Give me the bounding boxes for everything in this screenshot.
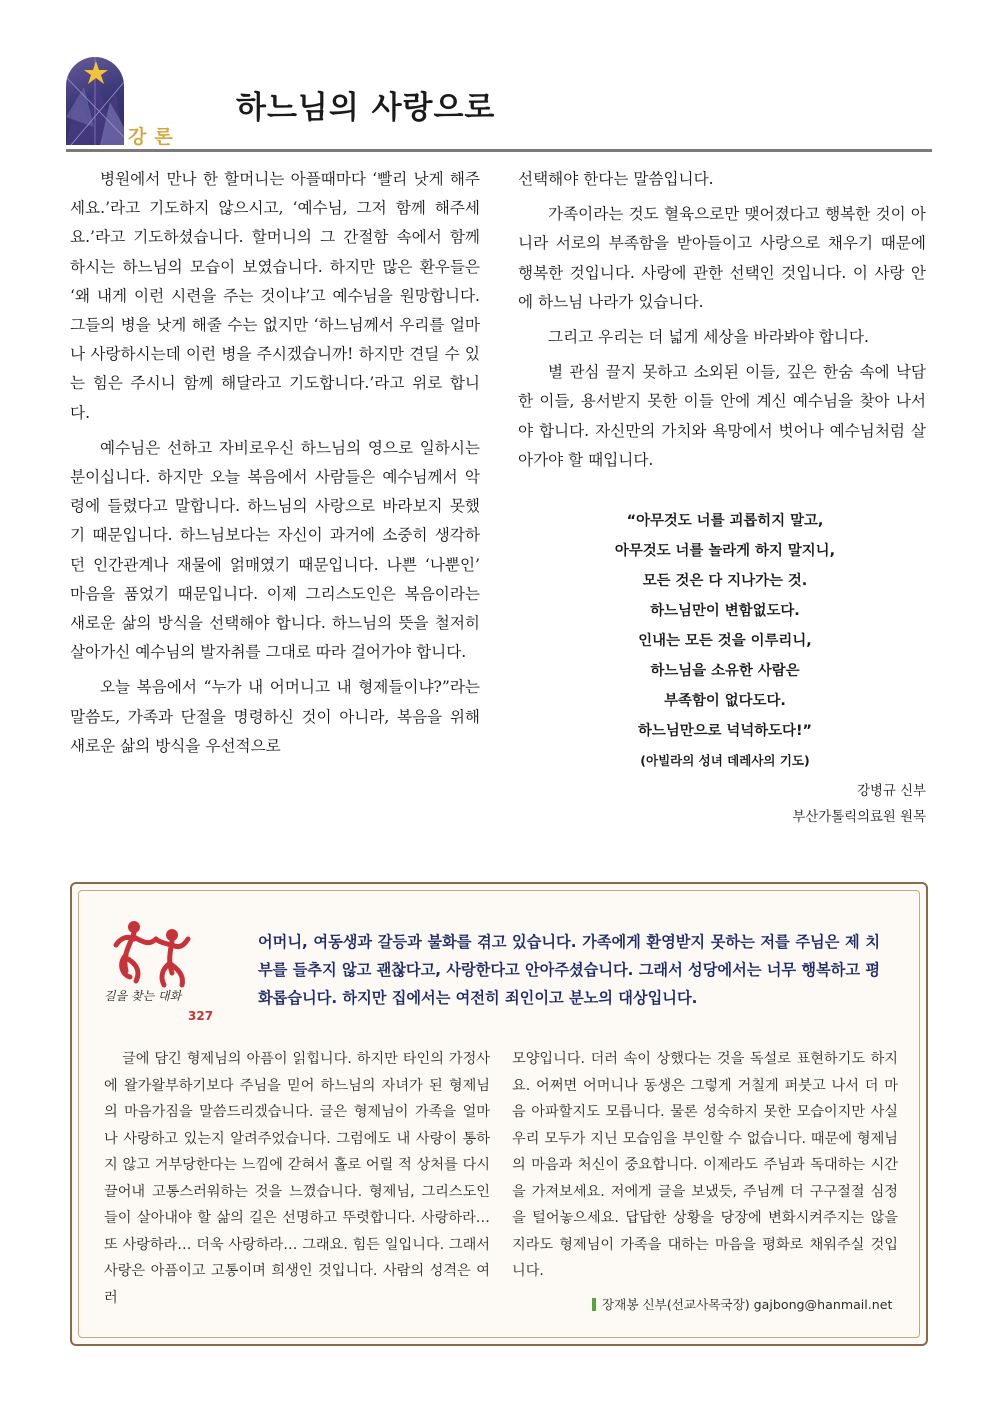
sermon-right-column xyxy=(518,165,926,481)
sermon-paragraph: 병원에서 만나 한 할머니는 아플때마다 ‘빨리 낫게 해주세요.’라고 기도하지 않으시고, ‘예수님, 그저 함께 해주세요.’라고 기도하셨습니다. 할머니의 그 간절함 속에서 함께 하시는 하느님의 모습이 보였습니다. 하지만 많은 환우들은 ‘왜 내게 이런 시련을 주는 것이냐’고 예수님을 원망합니다. 그들의 병을 낫게 해줄 수는 없지만 ‘하느님께서 우리를 얼마나 사랑하시는데 이런 병을 주시겠습니까! 하지만 견딜 수 있는 힘은 주시니 함께 해달라고 기도합니다.’라고 위로 합니다. xyxy=(70,170,480,422)
sermon-paragraph: 가족이라는 것도 혈육으로만 맺어졌다고 행복한 것이 아니라 서로의 부족함을 받아들이고 사랑으로 채우기 때문에 행복한 것입니다. 사랑에 관한 선택인 것입니다. 이 사랑 안에 하느님 나라가 있습니다. xyxy=(518,205,926,311)
section-label: 강론 xyxy=(128,126,181,148)
quote-line: 하느님만이 변함없도다. xyxy=(650,603,800,619)
author-name: 강병규 신부 xyxy=(857,784,926,799)
author-role: 부산가톨릭의료원 원목 xyxy=(792,810,926,825)
stained-glass-logo xyxy=(66,57,124,145)
brand-number: 327 xyxy=(188,1009,214,1023)
answer-left-column xyxy=(104,1046,490,1311)
page-title: 하느님의 사랑으로 xyxy=(236,90,496,126)
signature-bar xyxy=(592,1298,596,1311)
sermon-paragraph: 선택해야 한다는 말씀입니다. xyxy=(518,170,714,188)
signature-text: 장재봉 신부(선교사목국장) gajbong@hanmail.net xyxy=(602,1297,893,1312)
brand-text: 길을 찾는 대화 xyxy=(104,989,182,1003)
star-stained-glass-icon xyxy=(66,57,124,145)
header-divider xyxy=(66,149,932,152)
quote-line: 아무것도 너를 놀라게 하지 말지니, xyxy=(614,543,836,559)
quote-line: 인내는 모든 것을 이루리니, xyxy=(638,633,812,649)
quote-line: 하느님만으로 넉넉하도다!” xyxy=(638,723,812,739)
quote-line: “아무것도 너를 괴롭히지 말고, xyxy=(626,513,824,529)
sermon-author xyxy=(792,779,926,831)
quote-line: 모든 것은 다 지나가는 것. xyxy=(642,573,808,589)
prayer-quote xyxy=(560,506,890,776)
answer-paragraph: 글에 담긴 형제님의 아픔이 읽힙니다. 하지만 타인의 가정사에 왈가왈부하기보다 주님을 믿어 하느님의 자녀가 된 형제님의 마음가짐을 말씀드리겠습니다. 글은 형제님이 가족을 얼마나 사랑하고 있는지 알려주었습니다. 그럼에도 내 사랑이 통하지 않고 거부당한다는 느낌에 갇혀서 홀로 어릴 적 상처를 다시 끌어내 고통스러워하는 것을 느꼈습니다. 형제님, 그리스도인들이 살아내야 할 삶의 길은 선명하고 뚜렷합니다. 사랑하라… 또 사랑하라… 더욱 사랑하라… 그래요. 힘든 일입니다. 그래서 사랑은 아픔이고 고통이며 희생인 것입니다. 사람의 성격은 여러 xyxy=(104,1051,490,1306)
quote-line: 하느님을 소유한 사람은 xyxy=(650,663,800,679)
answer-signature xyxy=(592,1294,892,1313)
sermon-paragraph: 오늘 복음에서 “누가 내 어머니고 내 형제들이냐?”라는 말씀도, 가족과 단절을 명령하신 것이 아니라, 복음을 위해 새로운 삶의 방식을 우선적으로 xyxy=(70,678,480,755)
sermon-left-column xyxy=(70,165,480,767)
quote-line: 부족함이 없다도다. xyxy=(664,693,786,709)
reader-question: 어머니, 여동생과 갈등과 불화를 겪고 있습니다. 가족에게 환영받지 못하는 저를 주님은 제 치부를 들추지 않고 괜찮다고, 사랑한다고 안아주셨습니다. 그래서 성당에서는 너무 행복하고 평화롭습니다. 하지만 집에서는 여전히 죄인이고 분노의 대상입니다. xyxy=(258,933,880,1007)
quote-source: (아빌라의 성녀 데레사의 기도) xyxy=(640,753,810,768)
sermon-paragraph: 예수님은 선하고 자비로우신 하느님의 영으로 일하시는 분이십니다. 하지만 오늘 복음에서 사람들은 예수님께서 악령에 들렸다고 말합니다. 하느님의 사랑으로 바라보지 못했기 때문입니다. 하느님보다는 자신이 과거에 소중히 생각하던 인간관계나 재물에 얽매였기 때문입니다. 나쁜 ‘나뿐인’ 마음을 품었기 때문입니다. 이제 그리스도인은 복음이라는 새로운 삶의 방식을 선택해야 합니다. 하느님의 뜻을 철저히 살아가신 예수님의 발자취를 그대로 따라 걸어가야 합니다. xyxy=(70,438,480,662)
sermon-paragraph: 별 관심 끌지 못하고 소외된 이들, 깊은 한숨 속에 낙담한 이들, 용서받지 못한 이들 안에 계신 예수님을 찾아 나서야 합니다. 자신만의 가치와 욕망에서 벗어나 예수님처럼 살아가야 할 때입니다. xyxy=(518,363,926,469)
answer-right-column xyxy=(512,1046,898,1285)
sermon-paragraph: 그리고 우리는 더 넓게 세상을 바라봐야 합니다. xyxy=(548,328,869,347)
answer-paragraph: 모양입니다. 더러 속이 상했다는 것을 독설로 표현하기도 하지요. 어쩌면 어머니나 동생은 그렇게 거칠게 퍼붓고 나서 더 마음 아파할지도 모릅니다. 물론 성숙하지 못한 모습이지만 사실 우리 모두가 지닌 모습임을 부인할 수 없습니다. 때문에 형제님의 마음과 처신이 중요합니다. 이제라도 주님과 독대하는 시간을 가져보세요. 저에게 글을 보냈듯, 주님께 더 구구절절 심정을 털어놓으세요. 답답한 상황을 당장에 변화시켜주지는 않을지라도 형제님이 가족을 대하는 마음을 평화로 채워주실 것입니다. xyxy=(512,1051,898,1279)
